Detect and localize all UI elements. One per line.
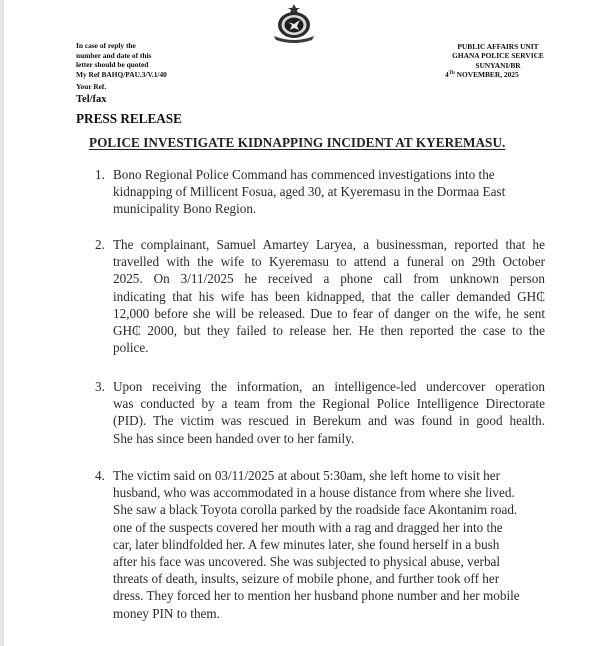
- paragraph-body: [113, 166, 545, 218]
- paragraph-line: The complainant, Samuel Amartey Laryea, a businessman, reported that he: [113, 237, 545, 252]
- paragraph-number: 4.: [95, 468, 105, 483]
- sender-unit: PUBLIC AFFAIRS UNIT: [457, 42, 539, 51]
- paragraph-line: after his face was uncovered. She was subjected to physical abuse, verbal: [113, 554, 501, 570]
- paragraph-line: threats of death, insults, seizure of mobile phone, and further took off her: [113, 571, 500, 587]
- paragraph-line: GH₵ 2000, but they failed to release her. He then reported the case to the: [113, 323, 545, 339]
- date-ordinal-suffix: Th: [448, 71, 455, 77]
- paragraph-line: money PIN to them.: [113, 605, 220, 621]
- date-month-year: NOVEMBER, 2025: [454, 70, 519, 80]
- paragraph-body: [113, 378, 545, 447]
- paragraph-number: 1.: [95, 167, 105, 182]
- paragraph-1: [95, 166, 545, 218]
- paragraph-line: husband, who was accommodated in a house distance from where she lived.: [113, 485, 515, 501]
- viewer-left-edge: [0, 0, 4, 646]
- letter-date: [438, 70, 558, 79]
- document-label: PRESS RELEASE: [76, 111, 182, 126]
- paragraph-line: was conducted by a team from the Regional Police Intelligence Directorate: [113, 396, 545, 412]
- paragraph-line: Upon receiving the information, an intelligence-led undercover operation: [113, 379, 545, 394]
- date-day: 4: [445, 70, 449, 80]
- paragraph-line: municipality Bono Region.: [113, 201, 257, 217]
- paragraph-number: 3.: [95, 379, 105, 394]
- paragraph-line: She saw a black Toyota corolla parked by the roadside face Akontanim road.: [113, 502, 518, 518]
- reference-instruction-line: number and date of this: [76, 50, 152, 60]
- tel-fax: Tel/fax: [76, 93, 107, 105]
- paragraph-line: (PID). The victim was rescued in Berekum and was found in good health.: [113, 413, 545, 429]
- paragraph-line: police.: [113, 340, 149, 356]
- paragraph-line: one of the suspects covered her mouth with a rag and dragged her into the: [113, 519, 503, 535]
- paragraph-line: The victim said on 03/11/2025 at about 5:30am, she left home to visit her: [113, 468, 501, 483]
- reference-block: [76, 41, 167, 106]
- reference-instruction-line: letter should be quoted: [76, 60, 149, 70]
- paragraph-3: [95, 378, 545, 447]
- paragraph-line: 2025. On 3/11/2025 he received a phone call from unknown person: [113, 271, 545, 287]
- paragraph-4: [95, 467, 545, 622]
- sender-address-block: [438, 42, 558, 80]
- paragraph-body: [113, 236, 545, 356]
- paragraph-number: 2.: [95, 237, 105, 252]
- paragraph-line: indicating that his wife has been kidnapped, that the caller demanded GH₵: [113, 288, 545, 304]
- my-ref: My Ref BAHQ/PAU.3/V.1/40: [76, 69, 167, 79]
- paragraph-line: car, later blindfolded her. A few minutes later, she found herself in a bush: [113, 536, 500, 552]
- headline: POLICE INVESTIGATE KIDNAPPING INCIDENT AT KYEREMASU.: [89, 135, 506, 150]
- paragraph-line: She has since been handed over to her family.: [113, 430, 355, 446]
- your-ref: Your Ref.: [76, 82, 107, 92]
- paragraph-2: [95, 236, 545, 356]
- paragraph-line: kidnapping of Millicent Fosua, aged 30, at Kyeremasu in the Dormaa East: [113, 184, 506, 200]
- paragraph-line: 12,000 before she will be released. Due to fear of danger on the wife, he sent: [113, 305, 545, 321]
- paragraph-line: Bono Regional Police Command has commenced investigations into the: [113, 167, 495, 182]
- reference-instruction-line: In case of reply the: [76, 41, 136, 50]
- paragraph-body: [113, 467, 545, 622]
- sender-location: SUNYANI/BR: [475, 60, 521, 70]
- police-crest-icon: [266, 4, 322, 44]
- sender-service: GHANA POLICE SERVICE: [452, 51, 544, 61]
- paragraph-line: travelled with the wife to Kyeremasu to attend a funeral on 29th October: [113, 254, 545, 270]
- paragraph-line: dress. They forced her to mention her husband phone number and her mobile: [113, 588, 520, 604]
